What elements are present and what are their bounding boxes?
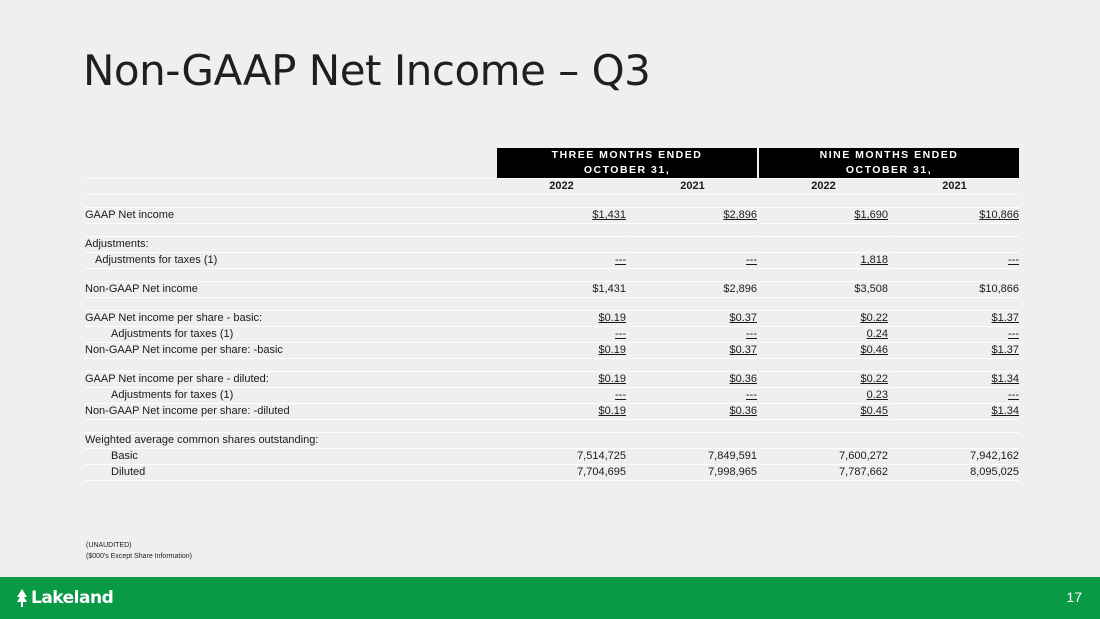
cell-value: $0.19 [598,344,626,356]
cell-value: $0.37 [729,312,757,324]
year-header: 2021 [890,178,1019,195]
cell-value: $1.34 [991,373,1019,385]
row-label: GAAP Net income per share - diluted: [85,372,495,388]
row-label: Diluted [85,465,495,481]
cell-value: --- [1008,254,1019,266]
table-row [85,253,1019,269]
year-header: 2022 [759,178,888,195]
table-row [85,372,1019,388]
table-row [85,208,1019,224]
table-row [85,433,1019,449]
cell-value: $1,431 [497,282,626,298]
table-row [85,237,1019,253]
footnotes [86,540,192,562]
period-header-row [85,148,1019,178]
row-label: Adjustments for taxes (1) [85,388,495,404]
cell-value: $1,431 [592,209,626,221]
cell-value: --- [746,328,757,340]
table-row [85,311,1019,327]
cell-value: --- [615,389,626,401]
year-header: 2021 [628,178,757,195]
cell-value: 7,600,272 [759,449,888,465]
company-logo [16,587,113,609]
tree-icon [16,589,28,607]
year-header: 2022 [497,178,626,195]
cell-value: $2,896 [723,209,757,221]
unaudited-note: (UNAUDITED) [86,542,132,549]
year-header-row [85,178,1019,195]
cell-value: $0.22 [860,312,888,324]
row-label: Basic [85,449,495,465]
cell-value: --- [746,254,757,266]
cell-value: $0.46 [860,344,888,356]
cell-value: 8,095,025 [890,465,1019,481]
cell-value: $0.22 [860,373,888,385]
cell-value: $10,866 [890,282,1019,298]
row-label: Adjustments for taxes (1) [85,327,495,343]
row-label: GAAP Net income per share - basic: [85,311,495,327]
cell-value: 7,787,662 [759,465,888,481]
cell-value: --- [1008,328,1019,340]
cell-value: $0.19 [598,312,626,324]
cell-value: $0.37 [729,344,757,356]
cell-value: --- [746,389,757,401]
cell-value: 7,998,965 [628,465,757,481]
cell-value: --- [1008,389,1019,401]
table-row [85,327,1019,343]
cell-value: 7,704,695 [497,465,626,481]
table-row [85,282,1019,298]
cell-value: 7,849,591 [628,449,757,465]
cell-value: --- [615,328,626,340]
cell-value: $3,508 [759,282,888,298]
page-title: Non-GAAP Net Income – Q3 [83,46,651,95]
table-row [85,343,1019,359]
cell-value: $0.19 [598,373,626,385]
cell-value: $0.36 [729,373,757,385]
cell-value: $0.45 [860,405,888,417]
cell-value: $1.37 [991,344,1019,356]
page-number: 17 [1066,589,1082,605]
cell-value: $0.36 [729,405,757,417]
row-label: GAAP Net income [85,208,495,224]
nine-months-header: NINE MONTHS ENDED OCTOBER 31, [759,148,1019,178]
cell-value: 1,818 [860,254,888,266]
cell-value: $1,690 [854,209,888,221]
cell-value: $1.37 [991,312,1019,324]
row-label: Adjustments: [85,237,495,253]
row-label: Weighted average common shares outstanding: [85,433,495,449]
footer-bar [0,577,1100,619]
cell-value: --- [615,254,626,266]
income-table [83,148,1021,481]
table-row [85,388,1019,404]
cell-value: $0.19 [598,405,626,417]
cell-value: 0.24 [866,328,888,340]
cell-value: $10,866 [979,209,1019,221]
row-label: Non-GAAP Net income [85,282,495,298]
cell-value: 7,942,162 [890,449,1019,465]
cell-value: 7,514,725 [497,449,626,465]
table-row [85,449,1019,465]
cell-value: $2,896 [628,282,757,298]
cell-value: $1.34 [991,405,1019,417]
logo-text: Lakeland [31,588,114,608]
three-months-header: THREE MONTHS ENDED OCTOBER 31, [497,148,757,178]
table-row [85,404,1019,420]
table-row [85,465,1019,481]
row-label: Non-GAAP Net income per share: -basic [85,343,495,359]
row-label: Adjustments for taxes (1) [85,253,495,269]
row-label: Non-GAAP Net income per share: -diluted [85,404,495,420]
units-note: ($000's Except Share Information) [86,553,193,560]
cell-value: 0.23 [866,389,888,401]
